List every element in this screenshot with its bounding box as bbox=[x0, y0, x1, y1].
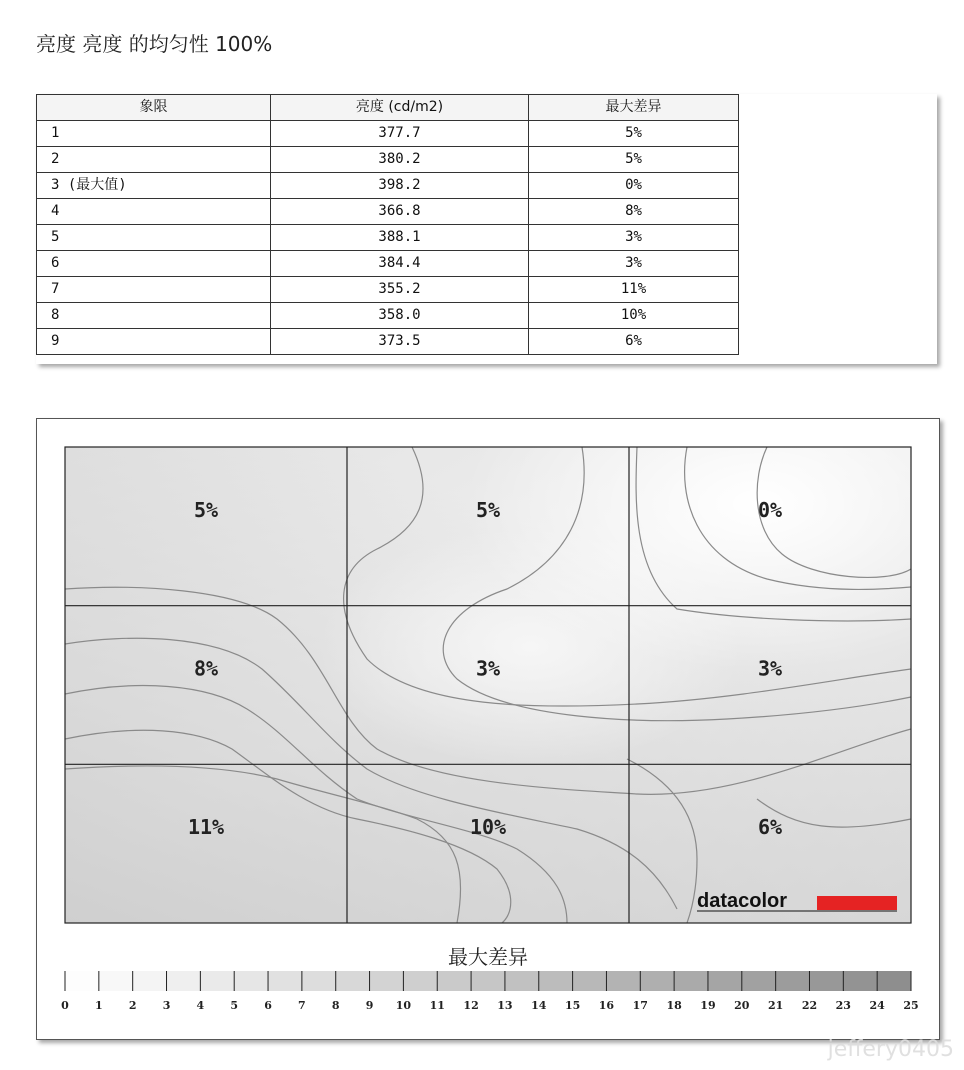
legend-swatch bbox=[674, 971, 708, 991]
header-quadrant: 象限 bbox=[37, 95, 271, 121]
watermark: jeffery0405 bbox=[827, 1037, 954, 1062]
luminance-cell: 355.2 bbox=[271, 277, 529, 303]
cell-label: 3% bbox=[475, 656, 501, 681]
legend-tick-label: 18 bbox=[666, 999, 682, 1012]
legend-swatch bbox=[99, 971, 133, 991]
legend-swatch bbox=[573, 971, 607, 991]
table-row bbox=[37, 251, 739, 277]
quadrant-cell: 3 (最大值) bbox=[37, 173, 271, 199]
legend-tick-label: 1 bbox=[95, 999, 103, 1012]
legend-swatch bbox=[133, 971, 167, 991]
diff-cell: 5% bbox=[529, 147, 739, 173]
legend-tick-label: 16 bbox=[598, 999, 615, 1012]
luminance-cell: 384.4 bbox=[271, 251, 529, 277]
diff-cell: 6% bbox=[529, 329, 739, 355]
cell-label: 8% bbox=[193, 656, 219, 681]
quadrant-cell: 1 bbox=[37, 121, 271, 147]
header-luminance: 亮度 (cd/m2) bbox=[271, 95, 529, 121]
luminance-cell: 388.1 bbox=[271, 225, 529, 251]
page-title: 亮度 亮度 的均匀性 100% bbox=[36, 32, 273, 56]
legend-swatch bbox=[234, 971, 268, 991]
table-row bbox=[37, 121, 739, 147]
legend-swatch bbox=[877, 971, 911, 991]
legend-tick-label: 21 bbox=[767, 999, 784, 1012]
legend-tick-label: 12 bbox=[463, 999, 479, 1012]
legend-swatch bbox=[708, 971, 742, 991]
legend-swatch bbox=[843, 971, 877, 991]
quadrant-cell: 6 bbox=[37, 251, 271, 277]
legend-swatch bbox=[167, 971, 201, 991]
legend-swatch bbox=[437, 971, 471, 991]
cell-label: 11% bbox=[187, 815, 225, 840]
legend-swatch bbox=[302, 971, 336, 991]
luminance-cell: 366.8 bbox=[271, 199, 529, 225]
legend-swatch bbox=[403, 971, 437, 991]
legend-tick-label: 4 bbox=[196, 999, 205, 1012]
legend-swatch bbox=[268, 971, 302, 991]
cell-label: 10% bbox=[469, 815, 507, 840]
heatmap-plot-area bbox=[65, 447, 911, 923]
quadrant-cell: 9 bbox=[37, 329, 271, 355]
diff-cell: 8% bbox=[529, 199, 739, 225]
legend-swatch bbox=[370, 971, 404, 991]
quadrant-cell: 7 bbox=[37, 277, 271, 303]
legend-tick-label: 22 bbox=[801, 999, 818, 1012]
table-row bbox=[37, 173, 739, 199]
legend-swatch bbox=[640, 971, 674, 991]
legend-tick-label: 13 bbox=[497, 999, 513, 1012]
legend-tick-label: 6 bbox=[264, 999, 272, 1012]
diff-cell: 11% bbox=[529, 277, 739, 303]
legend-swatch bbox=[505, 971, 539, 991]
legend-tick-label: 0 bbox=[61, 999, 69, 1012]
luminance-cell: 398.2 bbox=[271, 173, 529, 199]
legend-tick-label: 10 bbox=[395, 999, 412, 1012]
legend-tick-label: 25 bbox=[903, 999, 919, 1012]
diff-cell: 5% bbox=[529, 121, 739, 147]
legend-tick-label: 24 bbox=[869, 999, 885, 1012]
quadrant-cell: 8 bbox=[37, 303, 271, 329]
uniformity-chart-card bbox=[36, 418, 940, 1040]
table-row bbox=[37, 277, 739, 303]
diff-cell: 10% bbox=[529, 303, 739, 329]
diff-cell: 3% bbox=[529, 251, 739, 277]
table-row bbox=[37, 303, 739, 329]
legend-tick-label: 19 bbox=[700, 999, 716, 1012]
luminance-cell: 377.7 bbox=[271, 121, 529, 147]
legend-tick-label: 7 bbox=[298, 999, 306, 1012]
cell-label: 0% bbox=[757, 497, 783, 522]
legend-swatch bbox=[809, 971, 843, 991]
legend-swatch bbox=[471, 971, 505, 991]
cell-label: 5% bbox=[193, 497, 219, 522]
luminance-cell: 358.0 bbox=[271, 303, 529, 329]
legend-tick-label: 9 bbox=[365, 999, 374, 1012]
table-row bbox=[37, 147, 739, 173]
legend-swatch bbox=[539, 971, 573, 991]
cell-label: 5% bbox=[475, 497, 501, 522]
legend-tick-label: 5 bbox=[230, 999, 239, 1012]
legend-swatch bbox=[776, 971, 810, 991]
legend-tick-label: 8 bbox=[331, 999, 340, 1012]
legend-tick-label: 20 bbox=[734, 999, 750, 1012]
legend-tick-label: 17 bbox=[632, 999, 648, 1012]
table-header-row bbox=[37, 95, 739, 121]
luminance-cell: 380.2 bbox=[271, 147, 529, 173]
quadrant-cell: 5 bbox=[37, 225, 271, 251]
diff-cell: 0% bbox=[529, 173, 739, 199]
scale-title: 最大差异 bbox=[448, 945, 528, 969]
legend-tick-label: 3 bbox=[162, 999, 171, 1012]
luminance-table-card bbox=[36, 94, 937, 364]
legend-swatch bbox=[742, 971, 776, 991]
table-row bbox=[37, 329, 739, 355]
diff-cell: 3% bbox=[529, 225, 739, 251]
table-row bbox=[37, 199, 739, 225]
legend-swatch bbox=[200, 971, 234, 991]
legend-tick-label: 15 bbox=[564, 999, 581, 1012]
datacolor-logo-bar bbox=[817, 896, 897, 910]
legend-tick-label: 2 bbox=[128, 999, 137, 1012]
legend-tick-label: 14 bbox=[531, 999, 547, 1012]
table-row bbox=[37, 225, 739, 251]
cell-label: 6% bbox=[757, 815, 783, 840]
header-max-diff: 最大差异 bbox=[529, 95, 739, 121]
legend-tick-label: 11 bbox=[429, 999, 445, 1012]
luminance-cell: 373.5 bbox=[271, 329, 529, 355]
uniformity-heatmap bbox=[37, 419, 939, 1039]
legend-swatch bbox=[336, 971, 370, 991]
legend-tick-label: 23 bbox=[835, 999, 851, 1012]
legend-swatch bbox=[65, 971, 99, 991]
legend-swatch bbox=[606, 971, 640, 991]
cell-label: 3% bbox=[757, 656, 783, 681]
grayscale-legend bbox=[61, 971, 918, 1012]
datacolor-logo-text: datacolor bbox=[697, 890, 788, 912]
quadrant-cell: 4 bbox=[37, 199, 271, 225]
luminance-table bbox=[36, 94, 739, 355]
quadrant-cell: 2 bbox=[37, 147, 271, 173]
